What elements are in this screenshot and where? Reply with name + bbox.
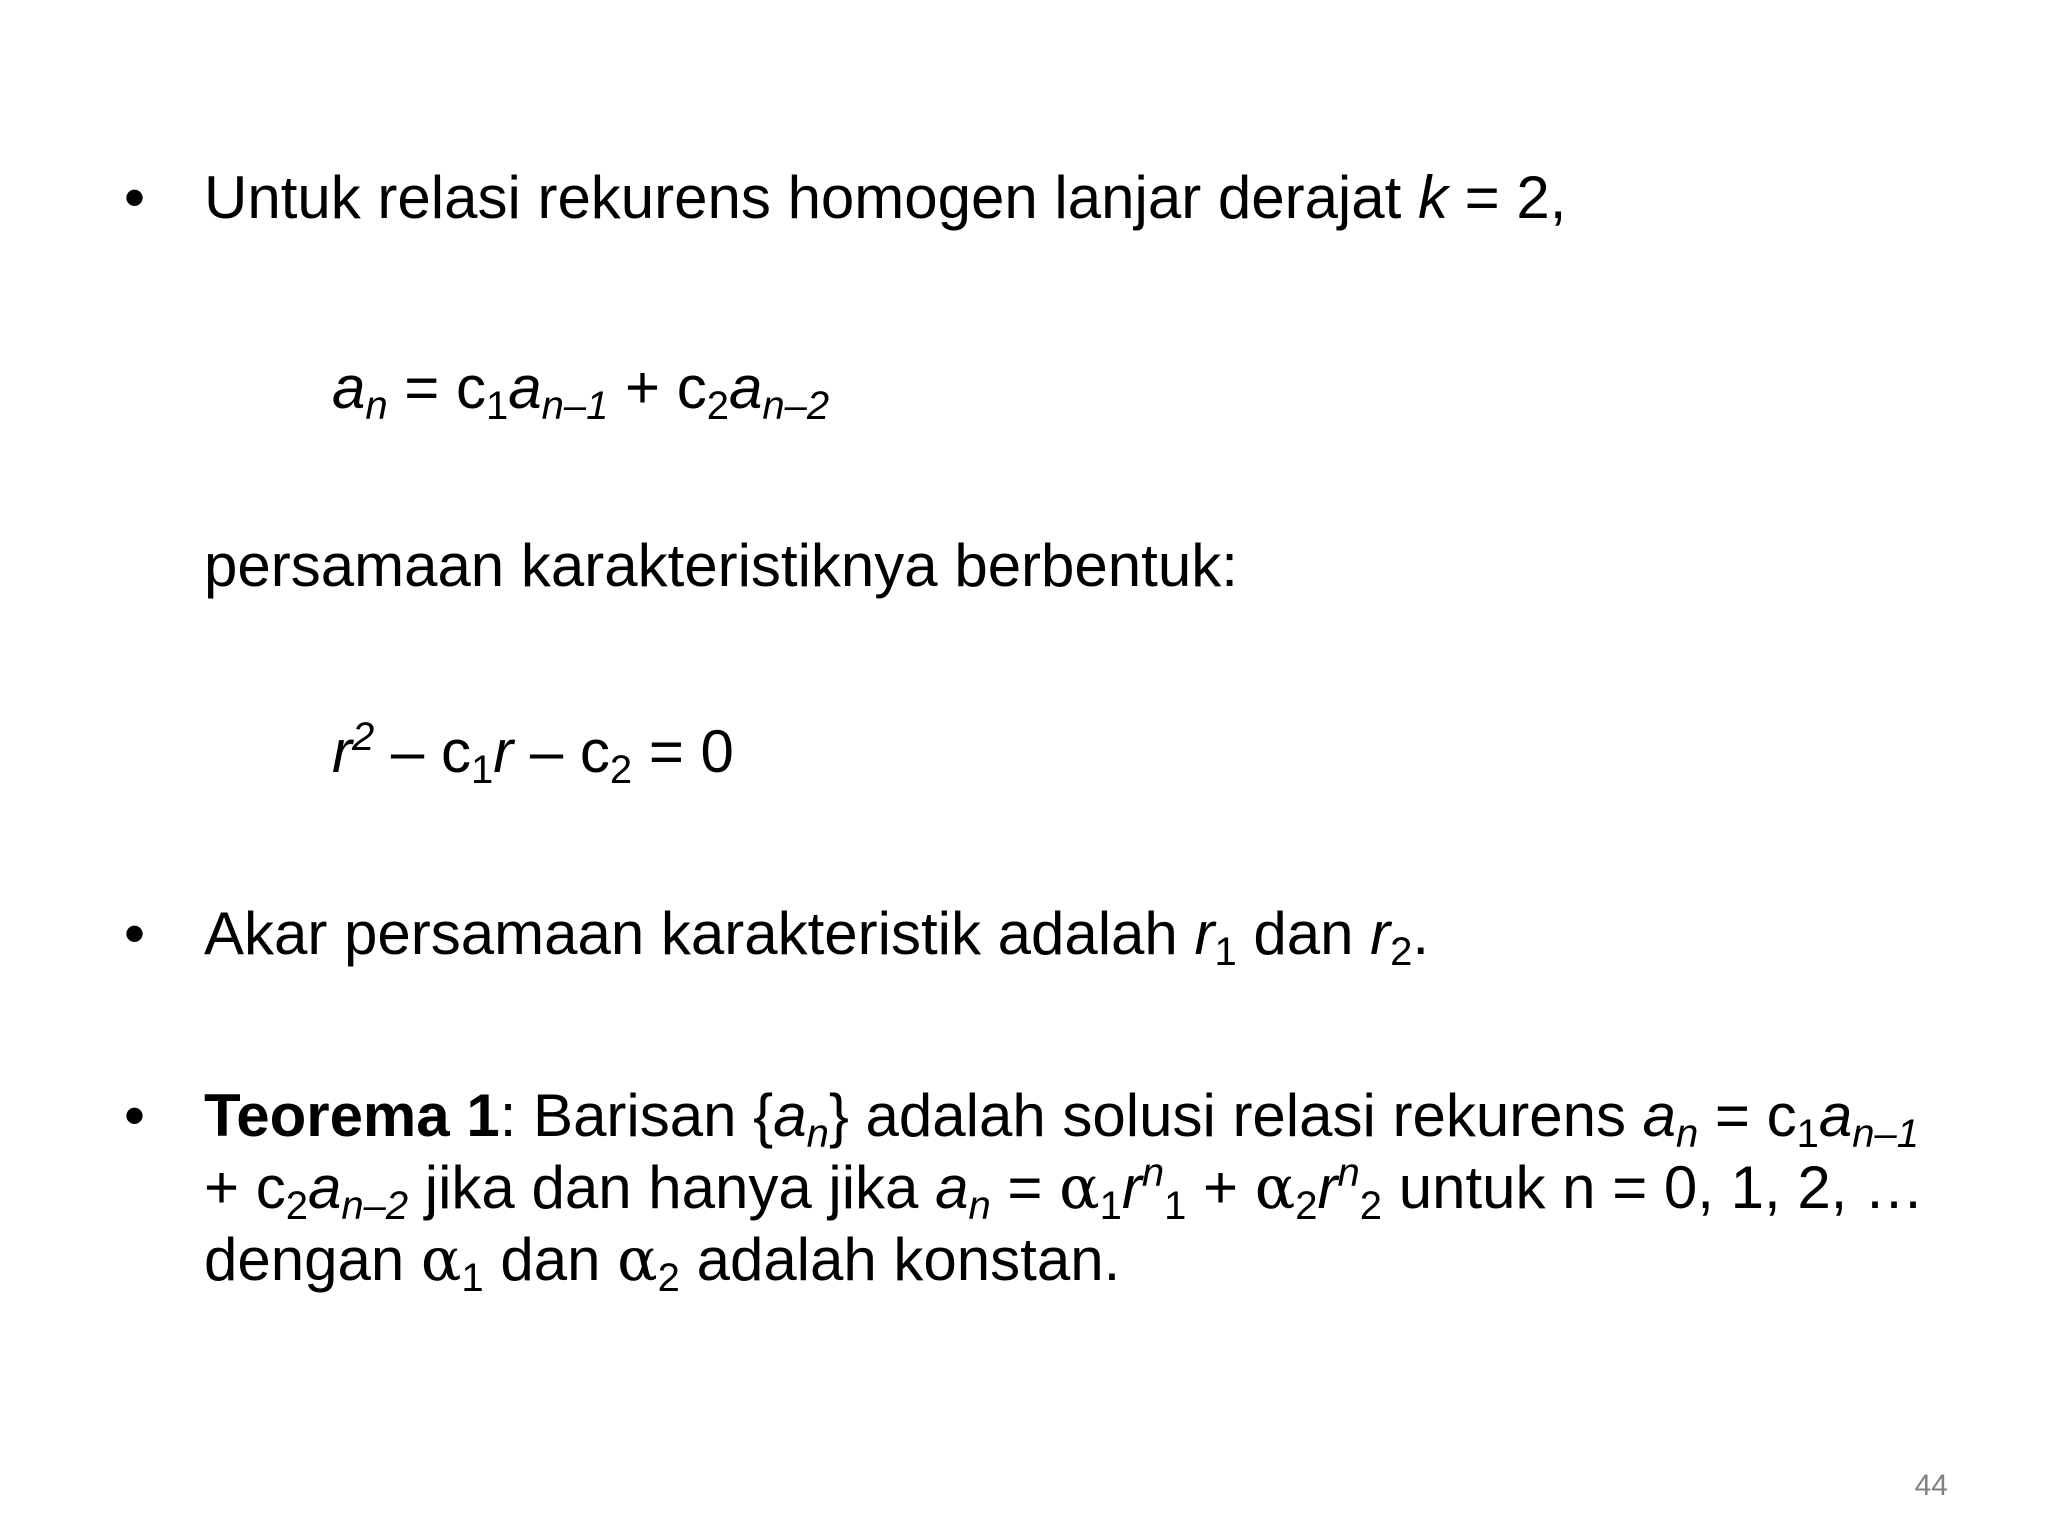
th-a: a: [1642, 1082, 1676, 1149]
alpha-symbol: α: [617, 1225, 658, 1295]
th-sub-2: 2: [1295, 1184, 1318, 1229]
eq-a: a: [332, 354, 366, 421]
char-minus-c: – c: [374, 718, 471, 785]
eq-plus-c: + c: [608, 354, 707, 421]
bullet-1-text: [204, 162, 1566, 234]
th-sub-1: 1: [461, 1256, 484, 1301]
root-sub-1: 1: [1214, 930, 1237, 975]
eq-sub-1: 1: [486, 384, 509, 429]
theorem-text-c: jika dan hanya jika: [408, 1154, 936, 1221]
eq-c: = c: [387, 354, 487, 421]
page-number: 44: [1914, 1469, 1948, 1502]
bullet-2-end: .: [1412, 900, 1430, 967]
eq-sub-n: n: [365, 384, 388, 429]
th-sub-1: 1: [1796, 1112, 1819, 1157]
th-sup-n: n: [1141, 1151, 1165, 1195]
th-r: r: [1121, 1154, 1142, 1221]
bullet-3-marker: •: [124, 1082, 146, 1149]
th-sub-1: 1: [1164, 1184, 1187, 1229]
alpha-symbol: α: [1059, 1153, 1100, 1223]
bullet-1-marker: •: [124, 164, 146, 231]
bullet-1-text-a: Untuk relasi rekurens homogen lanjar derajat: [204, 164, 1418, 231]
char-sub-2: 2: [609, 748, 633, 793]
th-r: r: [1317, 1154, 1338, 1221]
eq-sub-n-1: n–1: [541, 384, 609, 429]
eq-a: a: [508, 354, 542, 421]
th-plus: +: [1186, 1154, 1255, 1221]
degree-k: k: [1417, 164, 1448, 231]
char-eq-zero: = 0: [632, 718, 734, 785]
root-r: r: [1370, 900, 1391, 967]
theorem-end: adalah konstan.: [679, 1226, 1121, 1293]
th-sub-n: n: [806, 1112, 829, 1157]
char-sub-1: 1: [470, 748, 494, 793]
eq-a: a: [729, 354, 763, 421]
th-a: a: [1818, 1082, 1853, 1149]
theorem-dengan: dengan: [204, 1226, 421, 1293]
char-r: r: [332, 718, 352, 785]
bullet-2-marker: •: [124, 900, 146, 967]
th-a: a: [307, 1154, 342, 1221]
alpha-symbol: α: [1254, 1153, 1296, 1223]
th-sub-2: 2: [657, 1256, 680, 1301]
theorem-text-b: } adalah solusi relasi rekurens: [828, 1082, 1643, 1149]
bullet-2-text: [204, 898, 1430, 975]
th-sub-n: n: [1675, 1112, 1699, 1157]
eq-sub-n-2: n–2: [762, 384, 830, 429]
theorem-line-1: [204, 1080, 1919, 1157]
th-sub-2: 2: [1359, 1184, 1383, 1229]
th-sub-n: n: [968, 1184, 991, 1229]
theorem-dan: dan: [483, 1226, 618, 1293]
char-minus-c: – c: [513, 718, 610, 785]
root-r: r: [1194, 900, 1215, 967]
theorem-line-3: [204, 1224, 1121, 1301]
bullet-2-dan: dan: [1236, 900, 1371, 967]
theorem-line-2: [204, 1151, 1925, 1229]
alpha-symbol: α: [420, 1225, 462, 1295]
th-plus-c: + c: [204, 1154, 286, 1221]
bullet-1-text-b: = 2,: [1447, 164, 1567, 231]
th-sub-n-2: n–2: [341, 1184, 409, 1229]
char-r: r: [493, 718, 514, 785]
th-sub-2: 2: [285, 1184, 308, 1229]
root-sub-2: 2: [1390, 930, 1413, 975]
th-sub-n-1: n–1: [1852, 1112, 1919, 1157]
bullet-2-text-a: Akar persamaan karakteristik adalah: [204, 900, 1195, 967]
th-sup-n: n: [1337, 1151, 1360, 1195]
theorem-text-a: : Barisan {: [499, 1082, 774, 1149]
char-sq: 2: [351, 715, 375, 759]
th-sub-1: 1: [1099, 1184, 1122, 1229]
th-eq: =: [990, 1154, 1060, 1221]
eq-sub-2: 2: [706, 384, 730, 429]
th-eq-c: = c: [1698, 1082, 1797, 1149]
theorem-label: Teorema 1: [204, 1082, 500, 1149]
theorem-text-d: untuk n = 0, 1, 2, …: [1382, 1154, 1925, 1221]
th-a: a: [773, 1082, 807, 1149]
characteristic-intro: persamaan karakteristiknya berbentuk:: [204, 532, 1238, 599]
recurrence-equation: [332, 352, 830, 429]
characteristic-equation: [332, 715, 734, 793]
th-a: a: [935, 1154, 969, 1221]
